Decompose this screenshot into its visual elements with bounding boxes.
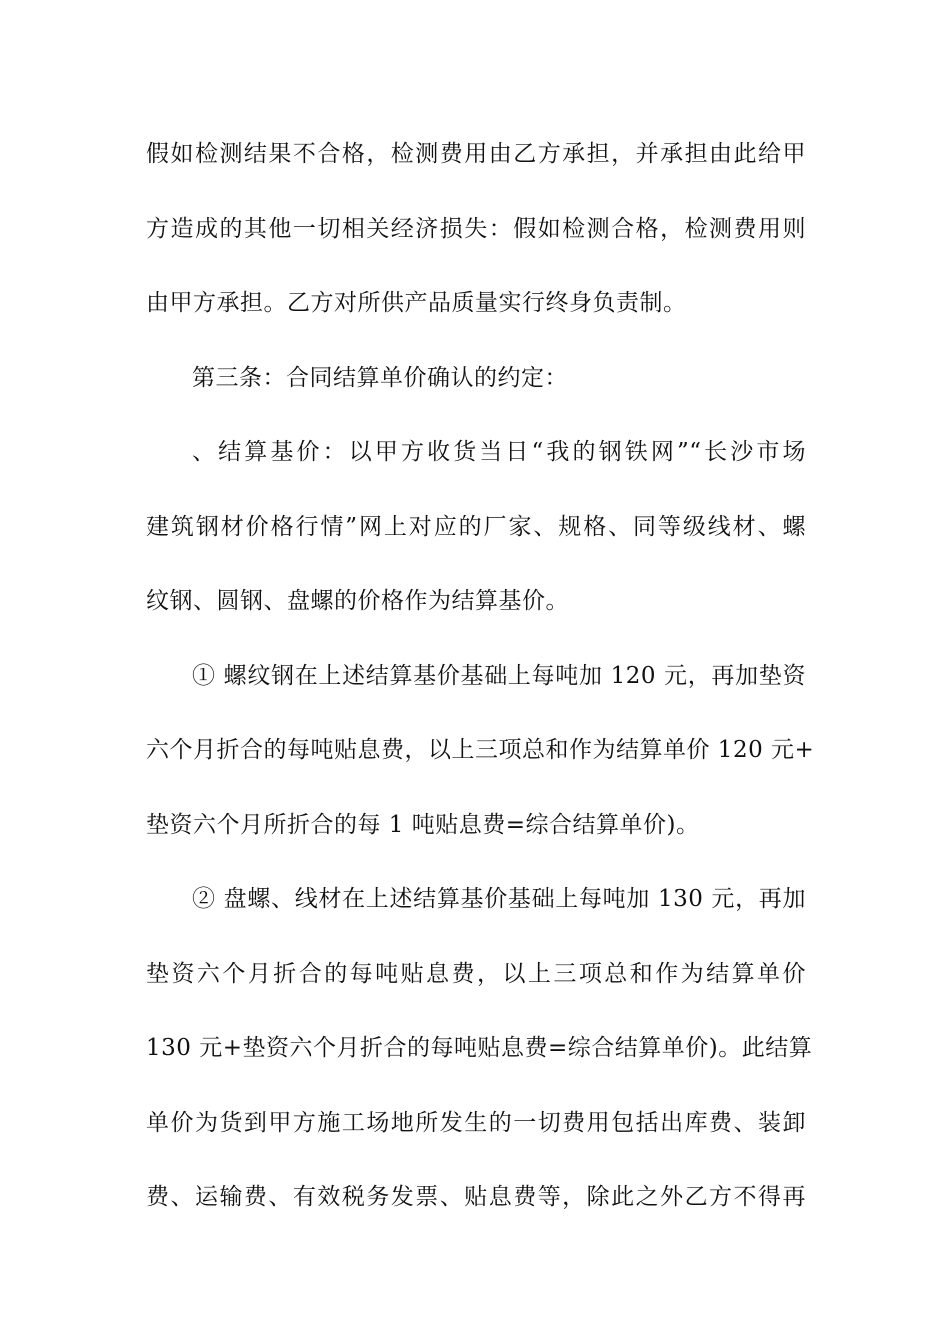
article-heading: 第三条：合同结算单价确认的约定： <box>192 364 568 391</box>
text-line: 垫资六个月折合的每吨贴息费，以上三项总和作为结算单价 <box>146 960 806 987</box>
text-line: ① 螺纹钢在上述结算基价基础上每吨加 120 元，再加垫资 <box>192 662 806 689</box>
text-line: 垫资六个月所折合的每 1 吨贴息费=综合结算单价)。 <box>146 811 700 838</box>
text-line: 假如检测结果不合格，检测费用由乙方承担，并承担由此给甲 <box>146 141 806 167</box>
text-line: 六个月折合的每吨贴息费，以上三项总和作为结算单价 120 元+ <box>146 737 815 763</box>
contract-text-body <box>146 131 815 1249</box>
text-line: 130 元+垫资六个月折合的每吨贴息费=综合结算单价)。此结算 <box>146 1035 813 1061</box>
text-line: 单价为货到甲方施工场地所发生的一切费用包括出库费、装卸 <box>146 1109 806 1136</box>
text-line: 建筑钢材价格行情”网上对应的厂家、规格、同等级线材、螺 <box>146 513 806 540</box>
text-line: 、结算基价：以甲方收货当日“我的钢铁网”“长沙市场 <box>192 439 806 465</box>
text-line: 方造成的其他一切相关经济损失：假如检测合格，检测费用则 <box>146 215 806 242</box>
text-line: 由甲方承担。乙方对所供产品质量实行终身负责制。 <box>146 290 687 316</box>
text-line: 纹钢、圆钢、盘螺的价格作为结算基价。 <box>146 588 569 614</box>
text-line: ② 盘螺、线材在上述结算基价基础上每吨加 130 元，再加 <box>192 886 806 912</box>
text-line: 费、运输费、有效税务发票、贴息费等，除此之外乙方不得再 <box>146 1184 806 1210</box>
